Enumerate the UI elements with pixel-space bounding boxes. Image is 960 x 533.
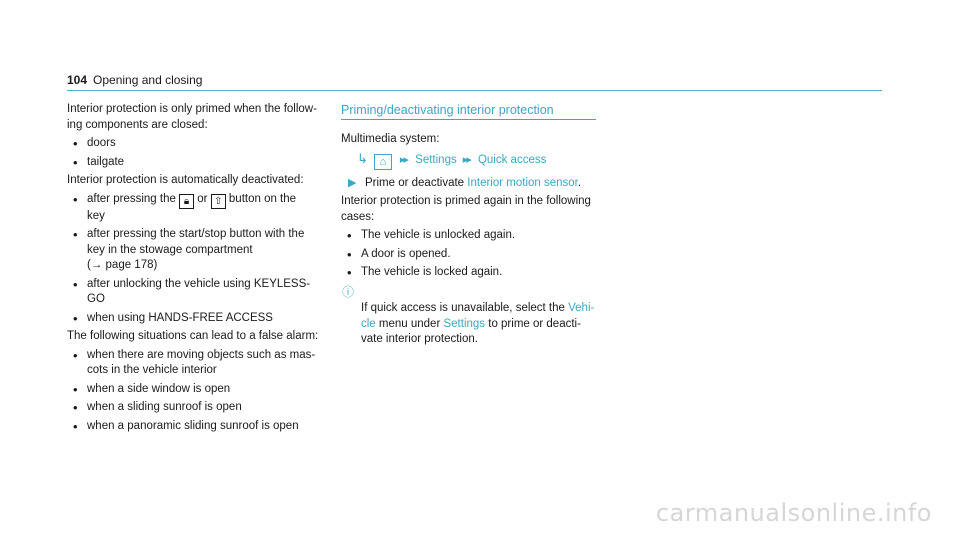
path-arrow-icon: ↳	[357, 150, 368, 166]
intro-text: Interior protection is only primed when the follow- ing components are closed:	[67, 103, 317, 131]
list-item: • after unlocking the vehicle using KEYLESS-GO	[67, 277, 325, 308]
settings-link: Settings	[443, 317, 486, 330]
right-column	[341, 102, 603, 348]
auto-deactivated-text: Interior protection is automatically deactivated:	[67, 174, 304, 186]
deactivation-list	[67, 192, 325, 327]
double-chevron-icon: ▸▸	[462, 153, 470, 166]
primed-again-text: Interior protection is primed again in the following cases:	[341, 195, 591, 223]
list-item: • after pressing the start/stop button with the key in the stowage compartment (→ page 178)	[67, 227, 325, 274]
menu-path	[341, 151, 603, 170]
chapter-title: Opening and closing	[93, 73, 203, 87]
info-note-icon: ⓘ	[342, 284, 355, 299]
false-alarm-text: The following situations can lead to a false alarm:	[67, 330, 319, 342]
list-item: • when a sliding sunroof is open	[67, 400, 325, 416]
action-arrow-icon: ▶	[348, 176, 357, 189]
primed-cases-list	[341, 228, 603, 281]
list-item: • when a panoramic sliding sunroof is open	[67, 419, 325, 435]
trunk-key-icon: ⇧	[211, 194, 226, 209]
action-step: ▶ Prime or deactivate Interior motion sensor.	[341, 176, 603, 192]
multimedia-label: Multimedia system:	[341, 133, 440, 145]
lock-key-icon: 🔒︎	[179, 194, 194, 209]
list-item: • when using HANDS-FREE ACCESS	[67, 311, 325, 327]
list-item: • when a side window is open	[67, 382, 325, 398]
menu-quick-access: Quick access	[477, 153, 547, 166]
list-item: • after pressing the 🔒︎ or ⇧ button on the key	[67, 192, 325, 225]
list-item: • when there are moving objects such as mas- cots in the vehicle interior	[67, 348, 325, 379]
home-icon: ⌂	[374, 154, 392, 170]
list-item: • doors	[67, 136, 325, 152]
menu-settings: Settings	[415, 153, 457, 166]
watermark: carmanualsonline.info	[655, 499, 932, 527]
false-alarm-list	[67, 348, 325, 435]
interior-motion-sensor-link: Interior motion sensor	[467, 176, 578, 189]
left-column	[67, 102, 325, 437]
closed-components-list	[67, 136, 325, 170]
page-number: 104	[67, 73, 88, 87]
list-item: • tailgate	[67, 155, 325, 171]
list-item: • A door is opened.	[341, 247, 603, 263]
list-item: • The vehicle is locked again.	[341, 265, 603, 281]
double-chevron-icon: ▸▸	[399, 153, 407, 166]
section-title: Priming/deactivating interior protection	[341, 102, 596, 120]
list-item: • The vehicle is unlocked again.	[341, 228, 603, 244]
page-header	[67, 73, 882, 91]
note-block: ⓘ If quick access is unavailable, select the Vehi- cle menu under Settings to prime or deacti- vate interior protection.	[342, 284, 595, 345]
vehicle-menu-link: Vehi- cle	[361, 302, 595, 330]
